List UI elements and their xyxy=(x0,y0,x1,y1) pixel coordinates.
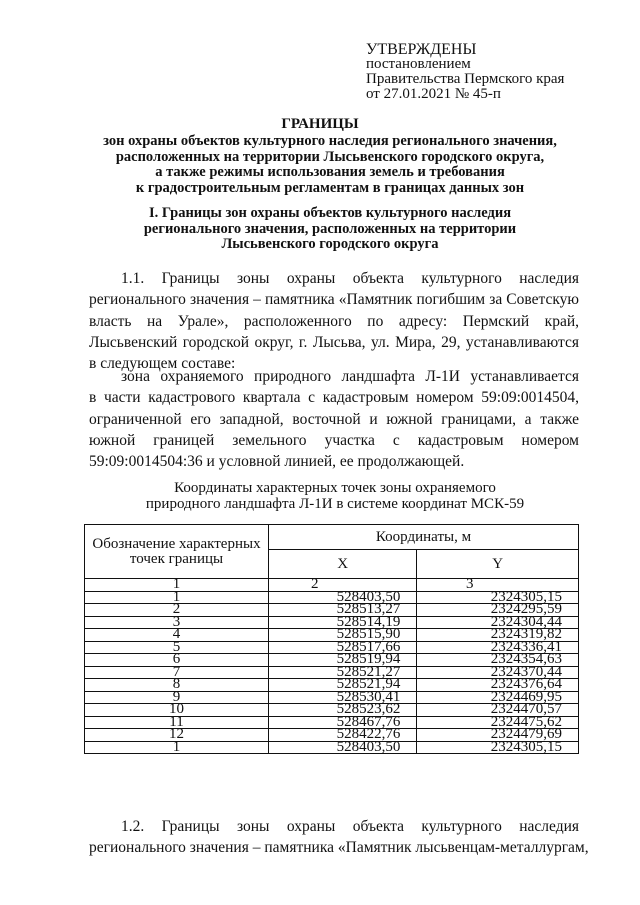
point-cell: 4 xyxy=(85,629,269,642)
y-cell: 2324304,44 xyxy=(417,616,579,629)
approval-line-1: УТВЕРЖДЕНЫ xyxy=(366,41,477,58)
point-cell: 1 xyxy=(85,591,269,604)
section-title-line: Лысьвенского городского округа xyxy=(221,236,439,252)
point-cell: 7 xyxy=(85,666,269,679)
point-cell: 9 xyxy=(85,691,269,704)
approval-line-3: Правительства Пермского края xyxy=(366,71,565,87)
subtitle-line: а также режимы использования земель и требования xyxy=(155,164,505,180)
y-cell: 2324370,44 xyxy=(417,666,579,679)
subtitle-line: зон охраны объектов культурного наследия регионального значения, xyxy=(103,133,557,149)
paragraph-line: зона охраняемого природного ландшафта Л-1И устанавливается xyxy=(121,368,579,385)
approval-line-4: от 27.01.2021 № 45-п xyxy=(366,86,501,102)
x-cell: 528403,50 xyxy=(269,591,417,604)
x-cell: 528514,19 xyxy=(269,616,417,629)
header-y: Y xyxy=(417,550,579,579)
x-cell: 528517,66 xyxy=(269,641,417,654)
header-x: X xyxy=(269,550,417,579)
x-cell: 528530,41 xyxy=(269,691,417,704)
paragraph-line: ограниченной его западной, восточной и южной границами, а также xyxy=(89,410,579,428)
paragraph-line: в части кадастрового квартала с кадастровым номером 59:09:0014504, xyxy=(89,389,579,407)
document-title: ГРАНИЦЫ xyxy=(281,116,359,132)
x-cell: 528519,94 xyxy=(269,654,417,667)
paragraph-line: 59:09:0014504:36 и условной линией, ее продолжающей. xyxy=(89,453,465,471)
index-cell: 3 xyxy=(417,579,579,592)
section-title-line: I. Границы зон охраны объектов культурного наследия xyxy=(148,205,512,221)
header-coordinates: Координаты, м xyxy=(269,525,579,550)
point-cell: 3 xyxy=(85,616,269,629)
y-cell: 2324319,82 xyxy=(417,629,579,642)
y-cell: 2324469,95 xyxy=(417,691,579,704)
point-cell: 8 xyxy=(85,679,269,692)
section-title-line: регионального значения, расположенных на территории xyxy=(143,220,517,237)
x-cell: 528513,27 xyxy=(269,604,417,617)
y-cell: 2324305,15 xyxy=(417,591,579,604)
y-cell: 2324475,62 xyxy=(417,716,579,729)
y-cell: 2324479,69 xyxy=(417,729,579,742)
caption-line: Координаты характерных точек зоны охраняемого xyxy=(174,480,496,496)
paragraph-line: 1.2. Границы зоны охраны объекта культурного наследия xyxy=(121,818,579,835)
y-cell: 2324470,57 xyxy=(417,704,579,717)
x-cell: 528467,76 xyxy=(269,716,417,729)
paragraph-1-1 xyxy=(89,268,579,374)
table-caption xyxy=(100,480,570,512)
paragraph-line: регионального значения – памятника «Памятник погибшим за Советскую xyxy=(89,291,579,309)
x-cell: 528515,90 xyxy=(269,629,417,642)
paragraph-line: Лысьвенский городской округ, г. Лысьва, ул. Мира, 29, устанавливаются xyxy=(89,333,579,351)
paragraph-line: южной границей земельного участка с кадастровым номером xyxy=(89,431,579,449)
paragraph-zone xyxy=(89,366,579,472)
y-cell: 2324376,64 xyxy=(417,679,579,692)
paragraph-1-2 xyxy=(89,816,589,859)
x-cell: 528422,76 xyxy=(269,729,417,742)
index-cell: 2 xyxy=(269,579,417,592)
approval-line-2: постановлением xyxy=(366,56,471,72)
document-subtitle xyxy=(60,134,600,196)
x-cell: 528523,62 xyxy=(269,704,417,717)
paragraph-line: власть на Урале», расположенного по адресу: Пермский край, xyxy=(89,312,579,330)
subtitle-line: расположенных на территории Лысьвенского городского округа, xyxy=(115,148,545,165)
point-cell: 1 xyxy=(85,741,269,754)
x-cell: 528403,50 xyxy=(269,741,417,754)
y-cell: 2324354,63 xyxy=(417,654,579,667)
approval-stamp xyxy=(366,42,564,102)
paragraph-line: в следующем составе: xyxy=(89,355,236,373)
point-cell: 10 xyxy=(85,704,269,717)
point-cell: 2 xyxy=(85,604,269,617)
point-cell: 6 xyxy=(85,654,269,667)
paragraph-line: регионального значения – памятника «Памятник лысьвенцам-металлургам, xyxy=(89,839,589,857)
section-title xyxy=(60,206,600,253)
table-row xyxy=(85,741,579,754)
y-cell: 2324305,15 xyxy=(417,741,579,754)
header-point-name: Обозначение характерных точек границы xyxy=(85,525,269,579)
y-cell: 2324295,59 xyxy=(417,604,579,617)
point-cell: 5 xyxy=(85,641,269,654)
caption-line: природного ландшафта Л-1И в системе координат МСК-59 xyxy=(145,496,525,512)
index-cell: 1 xyxy=(85,579,269,592)
paragraph-line: 1.1. Границы зоны охраны объекта культурного наследия xyxy=(121,270,579,287)
y-cell: 2324336,41 xyxy=(417,641,579,654)
point-cell: 11 xyxy=(85,716,269,729)
point-cell: 12 xyxy=(85,729,269,742)
x-cell: 528521,94 xyxy=(269,679,417,692)
x-cell: 528521,27 xyxy=(269,666,417,679)
coordinates-table xyxy=(84,524,579,754)
subtitle-line: к градостроительным регламентам в границах данных зон xyxy=(135,179,525,196)
